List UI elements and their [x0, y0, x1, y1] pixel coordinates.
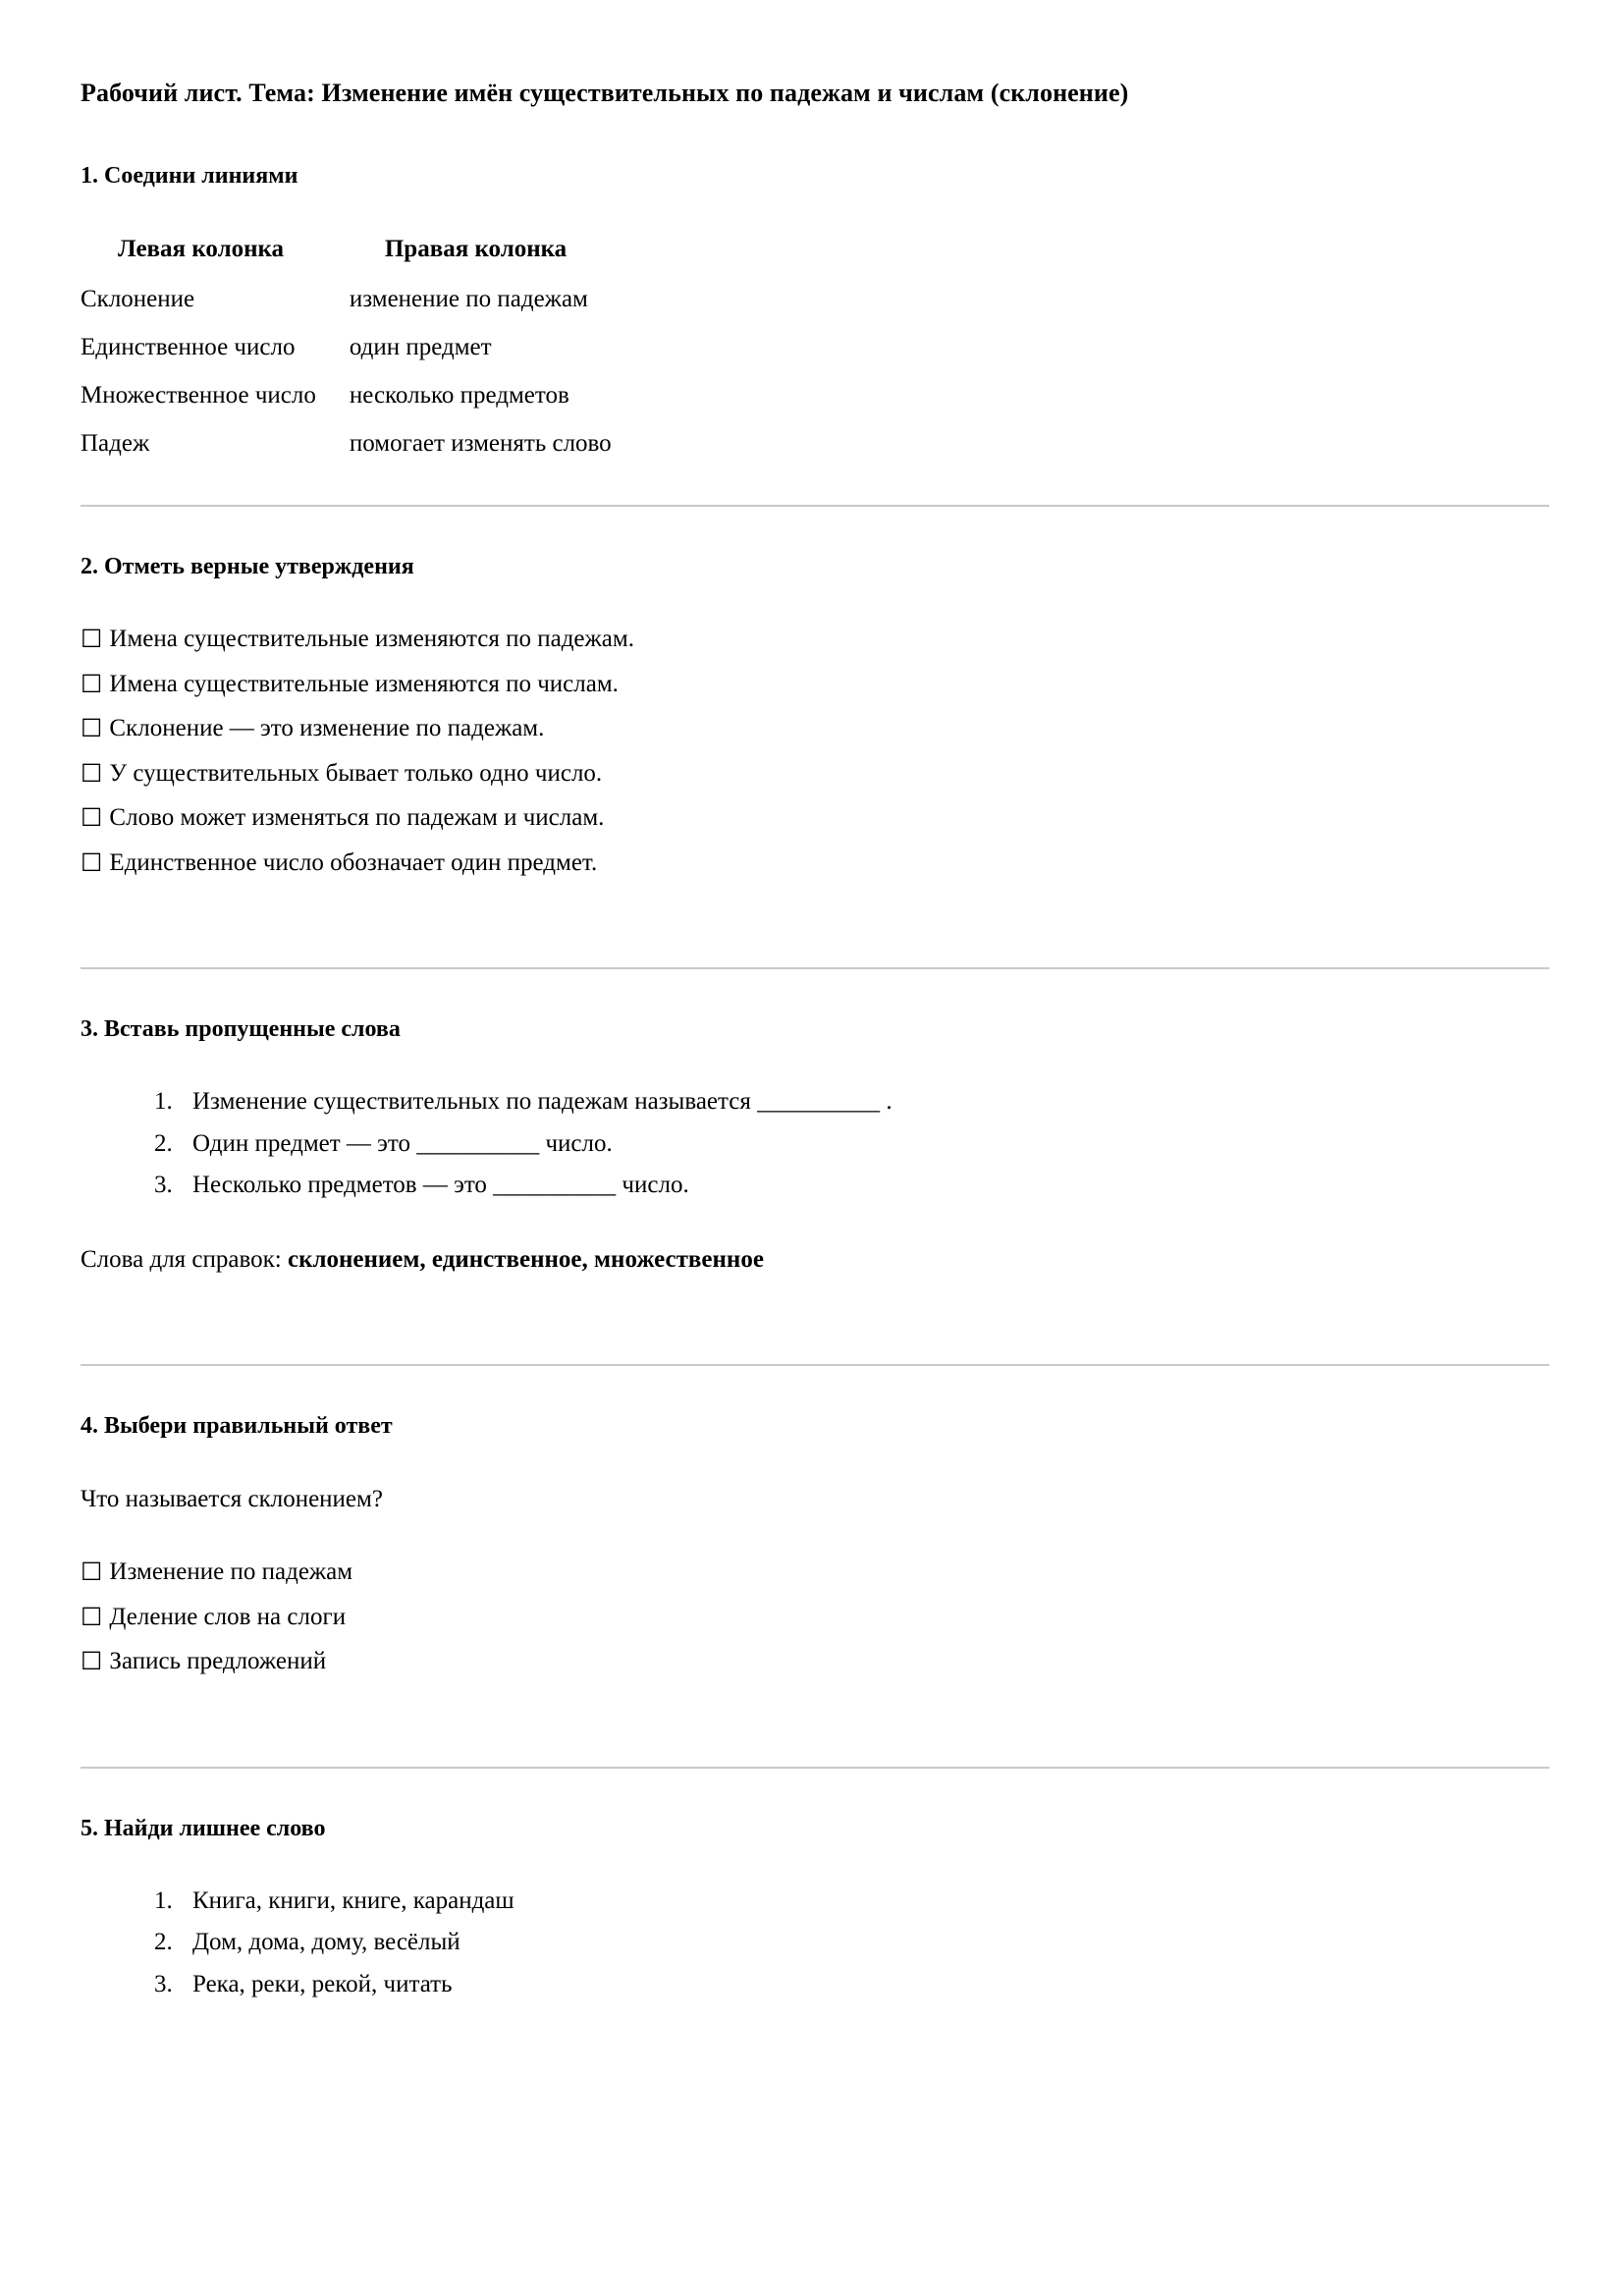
- match-term-left[interactable]: Множественное число: [81, 381, 316, 409]
- column-header-left: Левая колонка: [118, 235, 285, 262]
- reference-words-line: [81, 1243, 1549, 1276]
- checkbox-icon[interactable]: ☐: [81, 1558, 103, 1587]
- list-item[interactable]: [81, 802, 1549, 835]
- list-item[interactable]: [81, 713, 1549, 745]
- list-item[interactable]: 2. Один предмет — это __________ число.: [179, 1128, 1549, 1161]
- list-item[interactable]: 3. Река, реки, рекой, читать: [179, 1969, 1549, 2001]
- option-label: Запись предложений: [109, 1648, 327, 1675]
- match-term-right[interactable]: несколько предметов: [349, 381, 569, 409]
- statement-label: Слово может изменяться по падежам и числам.: [109, 804, 605, 832]
- table-row: [81, 331, 645, 379]
- statement-label: Имена существительные изменяются по падежам.: [109, 626, 634, 653]
- checkbox-icon[interactable]: ☐: [81, 714, 103, 743]
- match-term-right[interactable]: один предмет: [349, 333, 492, 360]
- section-heading-odd-one-out: 5. Найди лишнее слово: [81, 1815, 326, 1841]
- table-row: [81, 283, 645, 331]
- spacer: [81, 879, 1549, 922]
- section-heading-matching: 1. Соедини линиями: [81, 162, 298, 189]
- list-item[interactable]: [81, 669, 1549, 701]
- question-prompt: Что называется склонением?: [81, 1486, 383, 1513]
- section-divider: [81, 1364, 1549, 1366]
- section-heading-true-statements: 2. Отметь верные утверждения: [81, 553, 414, 579]
- statement-label: Единственное число обозначает один предмет.: [109, 848, 598, 876]
- option-label: Изменение по падежам: [109, 1558, 353, 1586]
- checkbox-icon[interactable]: ☐: [81, 1602, 103, 1631]
- statement-label: Склонение — это изменение по падежам.: [109, 715, 545, 742]
- checkbox-icon[interactable]: ☐: [81, 758, 103, 788]
- list-item[interactable]: [81, 847, 1549, 880]
- section-divider: [81, 1767, 1549, 1769]
- option-label: Деление слов на слоги: [109, 1603, 347, 1630]
- odd-one-out-list: [81, 1886, 1549, 2001]
- match-term-right[interactable]: изменение по падежам: [349, 285, 588, 312]
- match-term-right[interactable]: помогает изменять слово: [349, 429, 612, 457]
- checkbox-icon[interactable]: ☐: [81, 669, 103, 698]
- list-item[interactable]: [81, 758, 1549, 791]
- section-divider: [81, 967, 1549, 969]
- true-statements-list: [81, 624, 1549, 879]
- match-term-left[interactable]: Падеж: [81, 429, 150, 457]
- choose-answer-options: [81, 1557, 1549, 1678]
- list-item[interactable]: 1. Книга, книги, книге, карандаш: [179, 1886, 1549, 1918]
- statement-label: У существительных бывает только одно число.: [109, 759, 603, 787]
- spacer: [81, 1276, 1549, 1319]
- list-item[interactable]: [81, 1557, 1549, 1589]
- statement-label: Имена существительные изменяются по числам.: [109, 670, 619, 697]
- table-row: [81, 427, 645, 460]
- list-item[interactable]: 2. Дом, дома, дому, весёлый: [179, 1927, 1549, 1959]
- table-header-row: [81, 233, 645, 283]
- page-title: Рабочий лист. Тема: Изменение имён существительных по падежам и числам (склонение): [81, 79, 1129, 107]
- list-item[interactable]: [81, 1646, 1549, 1678]
- section-heading-fill-blanks: 3. Вставь пропущенные слова: [81, 1016, 401, 1043]
- section-divider: [81, 505, 1549, 507]
- reference-words-label: Слова для справок:: [81, 1245, 288, 1273]
- list-item[interactable]: [81, 624, 1549, 656]
- checkbox-icon[interactable]: ☐: [81, 847, 103, 877]
- list-item[interactable]: 1. Изменение существительных по падежам называется __________ .: [179, 1086, 1549, 1119]
- spacer: [81, 1678, 1549, 1722]
- checkbox-icon[interactable]: ☐: [81, 1647, 103, 1676]
- column-header-right: Правая колонка: [384, 235, 568, 262]
- checkbox-icon[interactable]: ☐: [81, 803, 103, 833]
- match-term-left[interactable]: Склонение: [81, 285, 195, 312]
- checkbox-icon[interactable]: ☐: [81, 625, 103, 654]
- matching-table: [81, 233, 645, 460]
- list-item[interactable]: 3. Несколько предметов — это __________ число.: [179, 1170, 1549, 1202]
- list-item[interactable]: [81, 1602, 1549, 1634]
- section-heading-choose-answer: 4. Выбери правильный ответ: [81, 1412, 393, 1439]
- reference-words-values: склонением, единственное, множественное: [287, 1245, 764, 1273]
- table-row: [81, 379, 645, 427]
- fill-blanks-list: [81, 1086, 1549, 1202]
- match-term-left[interactable]: Единственное число: [81, 333, 296, 360]
